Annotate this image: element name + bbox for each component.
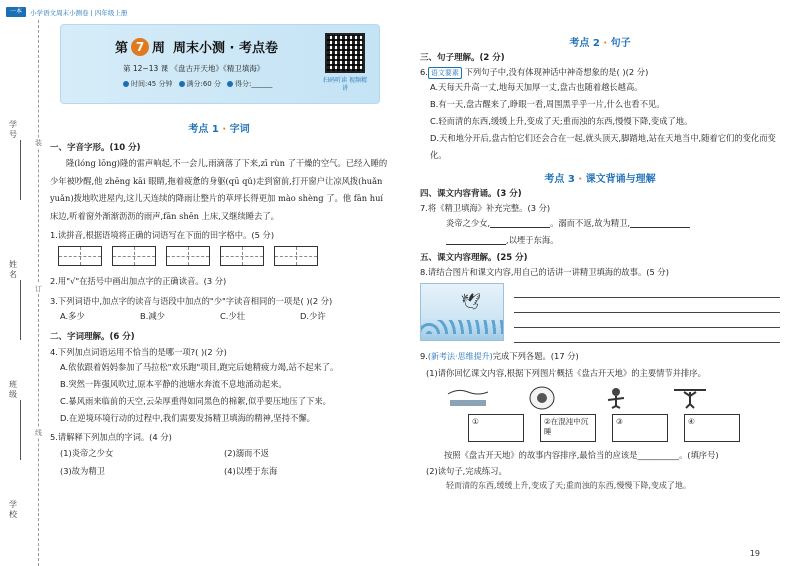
school-label: 学校 xyxy=(9,500,17,519)
question-5: 5.请解释下列加点的字词。(4 分) xyxy=(50,432,172,442)
quiz-title xyxy=(115,37,278,56)
q5-item-3[interactable]: (3)故为精卫 xyxy=(60,466,105,476)
name-field[interactable] xyxy=(20,280,21,340)
qr-caption: 扫码听读 视频精讲 xyxy=(323,77,367,92)
q9-tag: (新考法·思维提升) xyxy=(427,352,493,361)
question-9: 9.(新考法·思维提升)完成下列各题。(17 分) xyxy=(420,351,579,361)
question-6: 6. 语文要素 下列句子中,没有体现神话中神奇想象的是( )(2 分) xyxy=(420,67,649,77)
q3-options xyxy=(60,308,388,324)
plot-box-1[interactable]: ① xyxy=(468,414,524,442)
q6-option-a[interactable]: A.天每天升高一丈,地每天加厚一丈,盘古也随着越长越高。 xyxy=(430,82,643,92)
q6-option-d[interactable]: D.天和地分开后,盘古怕它们还会合在一起,就头顶天,脚踏地,站在天地当中,随着它们的变化而变化。 xyxy=(430,133,776,160)
pangu-axe-icon xyxy=(594,386,638,410)
class-field[interactable] xyxy=(20,400,21,460)
q9-part-1: (1)请你回忆课文内容,根据下列图片概括《盘古开天地》的主要情节并排序。 xyxy=(426,368,706,378)
q9-quote: 轻而清的东西,缓缓上升,变成了天;重而浊的东西,慢慢下降,变成了地。 xyxy=(446,481,691,490)
score-field[interactable]: 得分:______ xyxy=(227,79,272,89)
q3-option-c[interactable]: C.少壮 xyxy=(220,311,246,321)
brand-badge: 一本 xyxy=(6,7,26,17)
writing-lines[interactable] xyxy=(514,283,780,343)
series-title: 小学语文周末小测卷 | 四年级上册 xyxy=(30,8,128,17)
section-5-title: 五、课文内容理解。(25 分) xyxy=(420,253,528,263)
question-4: 4.下列加点词语运用不恰当的是哪一项?( )(2 分) xyxy=(50,347,227,357)
qr-code-icon[interactable] xyxy=(325,33,365,73)
sky-earth-split-icon xyxy=(446,386,490,410)
bird-icon: 🕊 xyxy=(461,292,482,311)
top-strip xyxy=(6,6,127,18)
binding-note-ding: 订 xyxy=(35,285,42,293)
kaodian-3-heading: 考点 3 · 课文背诵与理解 xyxy=(544,174,656,185)
tianzige-row xyxy=(58,246,388,266)
q9-part-2: (2)读句子,完成练习。 xyxy=(426,466,507,476)
q5-row-2 xyxy=(60,462,388,480)
tianzige-box[interactable] xyxy=(112,246,156,266)
q4-option-b[interactable]: B.突然一阵强风吹过,原本平静的池塘水奔流不息地涌动起来。 xyxy=(60,379,287,389)
binding-margin xyxy=(0,20,44,566)
class-label: 班级 xyxy=(9,380,17,399)
q5-item-1[interactable]: (1)炎帝之少女 xyxy=(60,448,114,458)
week-suffix: 周 xyxy=(152,41,166,56)
title-rest: 周末小测 · 考点卷 xyxy=(173,41,279,56)
section-1-title: 一、字音字形。(10 分) xyxy=(50,143,141,153)
star-icon xyxy=(179,81,185,87)
student-id-label: 学号 xyxy=(9,120,17,139)
q6-option-c[interactable]: C.轻而清的东西,缓缓上升,变成了天;重而浊的东西,慢慢下降,变成了地。 xyxy=(430,116,693,126)
plot-boxes xyxy=(468,414,780,442)
q3-option-a[interactable]: A.多少 xyxy=(60,311,85,321)
clock-icon xyxy=(123,81,129,87)
pangu-image-sequence xyxy=(446,386,780,410)
left-page xyxy=(50,24,388,480)
pangu-hold-sky-icon xyxy=(668,386,712,410)
q3-option-b[interactable]: B.减少 xyxy=(140,311,165,321)
tianzige-box[interactable] xyxy=(166,246,210,266)
q5-row-1 xyxy=(60,444,388,462)
week-number-badge: 7 xyxy=(131,38,149,56)
q9-order[interactable]: 按照《盘古开天地》的故事内容排序,最恰当的应该是__________。(填序号) xyxy=(444,450,719,460)
name-label: 姓名 xyxy=(9,260,17,279)
q5-item-4[interactable]: (4)以堙于东海 xyxy=(224,466,278,476)
q5-item-2[interactable]: (2)溺而不返 xyxy=(224,448,269,458)
student-id-field[interactable] xyxy=(20,140,21,200)
page-number: 19 xyxy=(749,549,760,558)
q7-line-2: ,以堙于东海。 xyxy=(446,232,780,249)
plot-box-2[interactable]: ②在混沌中沉睡 xyxy=(540,414,596,442)
kaodian-1-heading: 考点 1 · 字词 xyxy=(188,124,250,135)
jingwei-sea-illustration xyxy=(420,283,504,341)
question-1: 1.读拼音,根据语境将正确的词语写在下面的田字格中。(5 分) xyxy=(50,230,275,240)
q7-blank-2[interactable] xyxy=(630,218,690,228)
week-prefix: 第 xyxy=(115,41,129,56)
binding-note-xian: 线 xyxy=(35,429,42,437)
q6-option-b[interactable]: B.有一天,盘古醒来了,睁眼一看,周围黑乎乎一片,什么也看不见。 xyxy=(430,99,665,109)
wave-icon xyxy=(421,320,503,334)
pencil-icon xyxy=(227,81,233,87)
section-2-title: 二、字词理解。(6 分) xyxy=(50,332,135,342)
q7-blank-1[interactable] xyxy=(490,218,550,228)
q8-answer-area xyxy=(420,283,780,343)
q3-option-d[interactable]: D.少许 xyxy=(300,311,326,321)
tianzige-box[interactable] xyxy=(220,246,264,266)
tianzige-box[interactable] xyxy=(58,246,102,266)
binding-note-zhuang: 装 xyxy=(35,139,42,147)
question-3: 3.下列词语中,加点字的读音与语段中加点的"少"字读音相同的一项是( )(2 分) xyxy=(50,296,333,306)
q7-line-1: 炎帝之少女, 。溺而不返,故为精卫, xyxy=(446,215,780,232)
plot-box-4[interactable]: ④ xyxy=(684,414,740,442)
lesson-range: 第 12~13 课 《盘古开天地》《精卫填海》 xyxy=(123,64,265,73)
quiz-meta xyxy=(123,79,272,89)
egg-chaos-icon xyxy=(520,386,564,410)
full-score: 满分:60 分 xyxy=(179,79,222,89)
q4-option-d[interactable]: D.在逆境环境行动的过程中,我们需要发扬精卫填海的精神,坚持不懈。 xyxy=(60,413,315,423)
question-2: 2.用"√"在括号中画出加点字的正确读音。(3 分) xyxy=(50,276,227,286)
question-7: 7.将《精卫填海》补充完整。(3 分) xyxy=(420,203,551,213)
q6-tag: 语文要素 xyxy=(428,67,462,79)
quiz-header xyxy=(60,24,380,104)
q7-blank-3[interactable] xyxy=(446,235,506,245)
section-3-title: 三、句子理解。(2 分) xyxy=(420,53,505,63)
q4-option-c[interactable]: C.暴风雨来临前的天空,云朵厚重得如同黑色的棉絮,似乎要压地压了下来。 xyxy=(60,396,331,406)
plot-box-3[interactable]: ③ xyxy=(612,414,668,442)
passage: 隆(lóng lōng)隆的雷声响起,不一会儿,雨滴落了下来,zī rùn 了干燥的空气。已经入睡的少年被吵醒,他 zhēng kāi 眼睛,拖着疲惫的身躯(qū qǔ)走到窗前,打开窗户让凉风拨(huǎn yuǎn)拨地吹进屋内,这儿天连续的降雨让整片的草坪长得更加 mào shèng 了。他 fān huí 床边,听着窗外渐渐沥沥的雨声,fān shēn 上床,又继续睡去了。 xyxy=(50,158,388,221)
question-8: 8.请结合图片和课文内容,用自己的话讲一讲精卫填海的故事。(5 分) xyxy=(420,267,669,277)
kaodian-2-heading: 考点 2 · 句子 xyxy=(569,38,631,49)
right-page xyxy=(420,34,780,494)
time-limit: 时间:45 分钟 xyxy=(123,79,173,89)
tianzige-box[interactable] xyxy=(274,246,318,266)
section-4-title: 四、课文内容背诵。(3 分) xyxy=(420,189,522,199)
q4-option-a[interactable]: A.依依跟着妈妈参加了马拉松"欢乐跑"项目,跑完后她精疲力竭,站不起来了。 xyxy=(60,362,339,372)
